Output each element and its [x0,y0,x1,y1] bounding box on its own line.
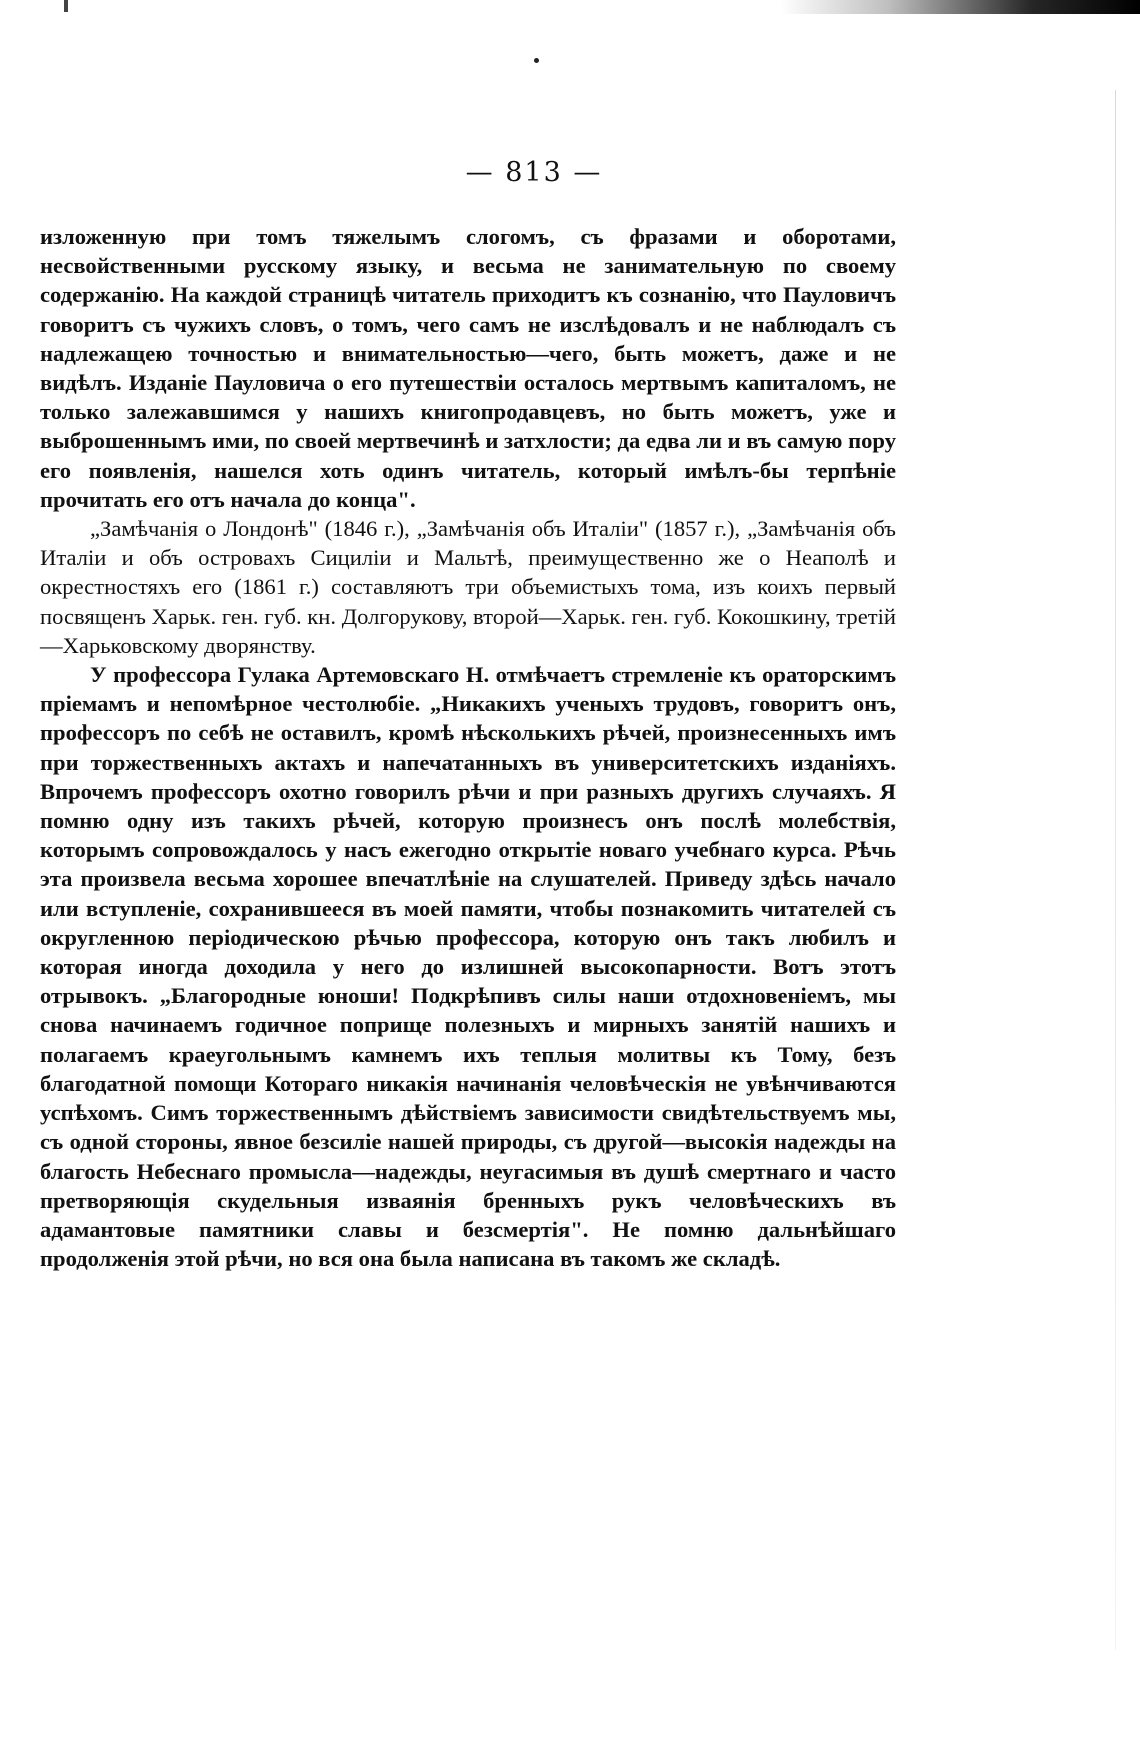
scan-dot [534,58,539,63]
scan-artifact-left [64,0,68,12]
page-edge [1115,90,1116,1650]
page-number: — 813 — [465,157,603,188]
body-text [40,222,896,1273]
paragraph-3: У профессора Гулака Артемовскаго Н. отмѣчаетъ стремленіе къ ораторскимъ пріемамъ и непомѣрное честолюбіе. „Никакихъ ученыхъ трудовъ, говоритъ онъ, профессоръ по себѣ не оставилъ, кромѣ нѣсколькихъ рѣчей, произнесенныхъ имъ при торжественныхъ актахъ и напечатанныхъ въ университетскихъ изданіяхъ. Впрочемъ профессоръ охотно говорилъ рѣчи и при разныхъ другихъ случаяхъ. Я помню одну изъ такихъ рѣчей, которую произнесъ онъ послѣ молебствія, которымъ сопровождалось у насъ ежегодно открытіе новаго учебнаго курса. Рѣчь эта произвела весьма хорошее впечатлѣніе на слушателей. Приведу здѣсь начало или вступленіе, сохранившееся въ моей памяти, чтобы познакомить читателей съ округленною періодическою рѣчью профессора, которую онъ такъ любилъ и которая иногда доходила у него до излишней высокопарности. Вотъ этотъ отрывокъ. „Благородные юноши! Подкрѣпивъ силы наши отдохновеніемъ, мы снова начинаемъ годичное поприще полезныхъ и мирныхъ занятій нашихъ и полагаемъ краеугольнымъ камнемъ ихъ теплыя молитвы къ Тому, безъ благодатной помощи Котораго никакія начинанія человѣческія не увѣнчиваются успѣхомъ. Симъ торжественнымъ дѣйствіемъ зависимости свидѣтельствуемъ мы, съ одной стороны, явное безсиліе нашей природы, съ другой—высокія надежды на благость Небеснаго промысла—надежды, неугасимыя въ душѣ смертнаго и часто претворяющія скудельныя изваянія бренныхъ рукъ человѣческихъ въ адамантовые памятники славы и безсмертія". Не помню дальнѣйшаго продолженія этой рѣчи, но вся она была написана въ такомъ же складѣ. [40,662,896,1272]
paragraph-2: „Замѣчанія о Лондонѣ" (1846 г.), „Замѣчанія объ Италіи" (1857 г.), „Замѣчанія объ Италіи и объ островахъ Сициліи и Мальтѣ, преимущественно же о Неаполѣ и окрестностяхъ его (1861 г.) составляютъ три объемистыхъ тома, изъ коихъ первый посвященъ Харьк. ген. губ. кн. Долгорукову, второй—Харьк. ген. губ. Кокошкину, третій—Харьковскому дворянству. [40,516,896,658]
paragraph-1: изложенную при томъ тяжелымъ слогомъ, съ фразами и оборотами, несвойственными русскому языку, и весьма не занимательную по своему содержанію. На каждой страницѣ читатель приходитъ къ сознанію, что Пауловичъ говоритъ съ чужихъ словъ, о томъ, чего самъ не изслѣдовалъ и не наблюдалъ съ надлежащею точностью и внимательностью—чего, быть можетъ, даже и не видѣлъ. Изданіе Пауловича о его путешествіи осталось мертвымъ капиталомъ, не только залежавшимся у нашихъ книгопродавцевъ, но быть можетъ, уже и выброшеннымъ ими, по своей мертвечинѣ и затхлости; да едва ли и въ самую пору его появленія, нашелся хоть одинъ читатель, который имѣлъ-бы терпѣніе прочитать его отъ начала до конца". [40,224,896,512]
scan-artifact-top [780,0,1140,14]
